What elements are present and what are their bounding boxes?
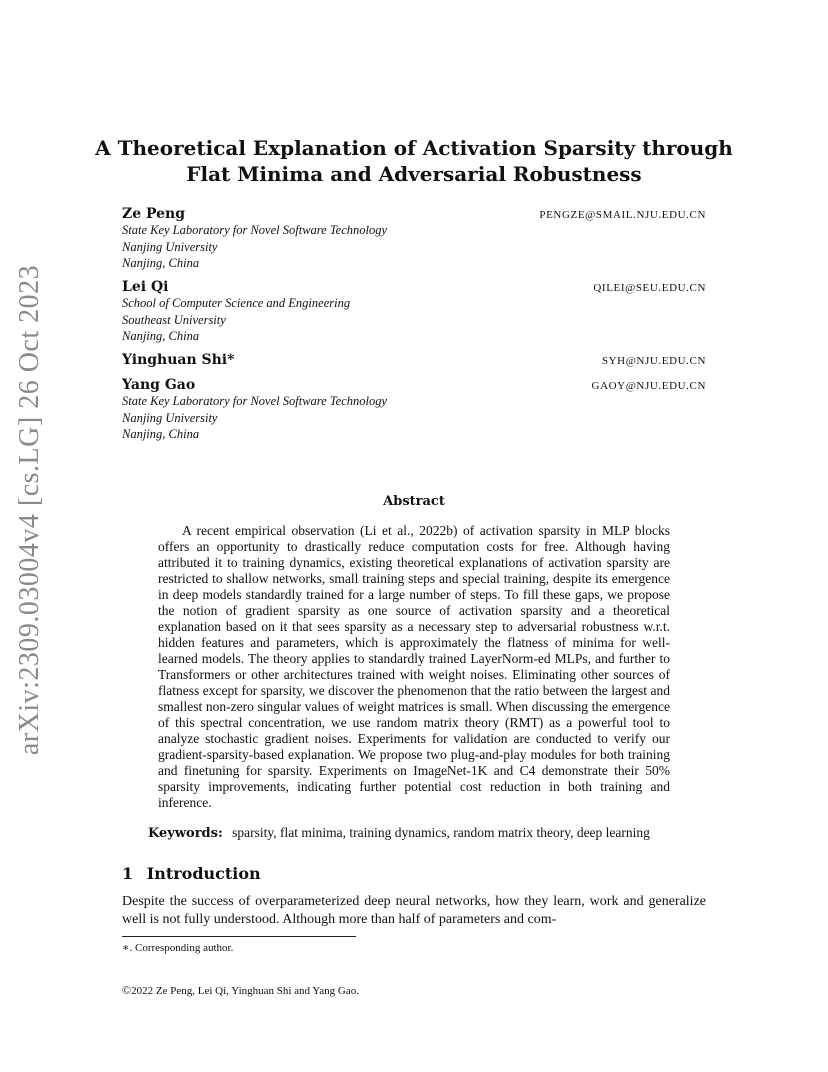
footnote-rule bbox=[122, 936, 356, 937]
author-affiliation: Southeast University bbox=[122, 312, 226, 327]
author-affiliation: Nanjing, China bbox=[122, 427, 200, 441]
author-block-1 bbox=[122, 206, 706, 272]
author-name: Ze Peng bbox=[122, 206, 186, 222]
author-email: QILEI@SEU.EDU.CN bbox=[593, 282, 706, 294]
author-affiliation: State Key Laboratory for Novel Software Technology bbox=[122, 394, 388, 408]
author-block-3 bbox=[122, 352, 706, 368]
author-affiliation: School of Computer Science and Engineering bbox=[122, 296, 351, 310]
author-block-4 bbox=[122, 377, 706, 443]
copyright-text: 2022 Ze Peng, Lei Qi, Yinghuan Shi and Yang Gao. bbox=[131, 985, 359, 997]
section-number: 1 bbox=[122, 864, 134, 883]
author-affiliation: Nanjing University bbox=[122, 239, 218, 254]
author-name: Yinghuan Shi* bbox=[122, 352, 235, 368]
title-line-1: A Theoretical Explanation of Activation Sparsity through bbox=[95, 136, 733, 160]
paper-title bbox=[60, 135, 768, 187]
author-affiliation: Nanjing, China bbox=[122, 256, 200, 270]
arxiv-side-stamp bbox=[0, 264, 60, 756]
author-email: PENGZE@SMAIL.NJU.EDU.CN bbox=[539, 209, 706, 221]
keywords-label: Keywords: bbox=[148, 826, 223, 841]
keywords-text: sparsity, flat minima, training dynamics, random matrix theory, deep learning bbox=[232, 825, 650, 840]
copyright-icon: © bbox=[122, 983, 132, 997]
abstract-text: A recent empirical observation (Li et al., 2022b) of activation sparsity in MLP blocks offers an opportunity to drastically reduce computation costs for free. Although having attributed it to training dynamics, existing theoretical explanations of activation sparsity are restricted to shallow networks, small training steps and special training, despite its emergence in deep models standardly trained for a large number of steps. To fill these gaps, we propose the notion of gradient sparsity as one source of activation sparsity and a theoretical explanation based on it that sees sparsity as a necessary step to adversarial robustness w.r.t. hidden features and parameters, which is approximately the flatness of minima for well-learned models. The theory applies to standardly trained LayerNorm-ed MLPs, and further to Transformers or other architectures trained with weight noises. Eliminating other sources of flatness except for sparsity, we discover the phenomenon that the ratio between the largest and smallest non-zero singular values of weight matrices is small. When discussing the emergence of this spectral concentration, we use random matrix theory (RMT) as a powerful tool to analyze stochastic gradient noises. Experiments for validation are conducted to verify our gradient-sparsity-based explanation. We propose two plug-and-play modules for both training and finetuning for sparsity. Experiments on ImageNet-1K and C4 demonstrate their 50% sparsity improvements, indicating further potential cost reduction in both training and inference. bbox=[158, 523, 670, 810]
author-affiliation: Nanjing University bbox=[122, 410, 218, 425]
section-heading bbox=[122, 864, 261, 883]
section-title: Introduction bbox=[146, 864, 261, 883]
footnote: ∗. Corresponding author. bbox=[122, 942, 234, 954]
author-name: Lei Qi bbox=[122, 279, 169, 295]
author-email: GAOY@NJU.EDU.CN bbox=[591, 380, 706, 392]
author-affiliation: State Key Laboratory for Novel Software Technology bbox=[122, 223, 388, 237]
author-email: SYH@NJU.EDU.CN bbox=[601, 355, 706, 367]
title-line-2: Flat Minima and Adversarial Robustness bbox=[186, 162, 642, 186]
author-name: Yang Gao bbox=[122, 377, 196, 393]
keywords-line bbox=[148, 825, 708, 841]
intro-paragraph: Despite the success of overparameterized deep neural networks, how they learn, work and generalize well is not fully understood. Although more than half of parameters and com- bbox=[122, 894, 706, 927]
arxiv-stamp-text: arXiv:2309.03004v4 [cs.LG] 26 Oct 2023 bbox=[14, 264, 46, 756]
author-affiliation: Nanjing, China bbox=[122, 329, 200, 343]
author-block-2 bbox=[122, 279, 706, 345]
abstract-heading: Abstract bbox=[383, 494, 445, 509]
copyright-line bbox=[122, 983, 359, 998]
